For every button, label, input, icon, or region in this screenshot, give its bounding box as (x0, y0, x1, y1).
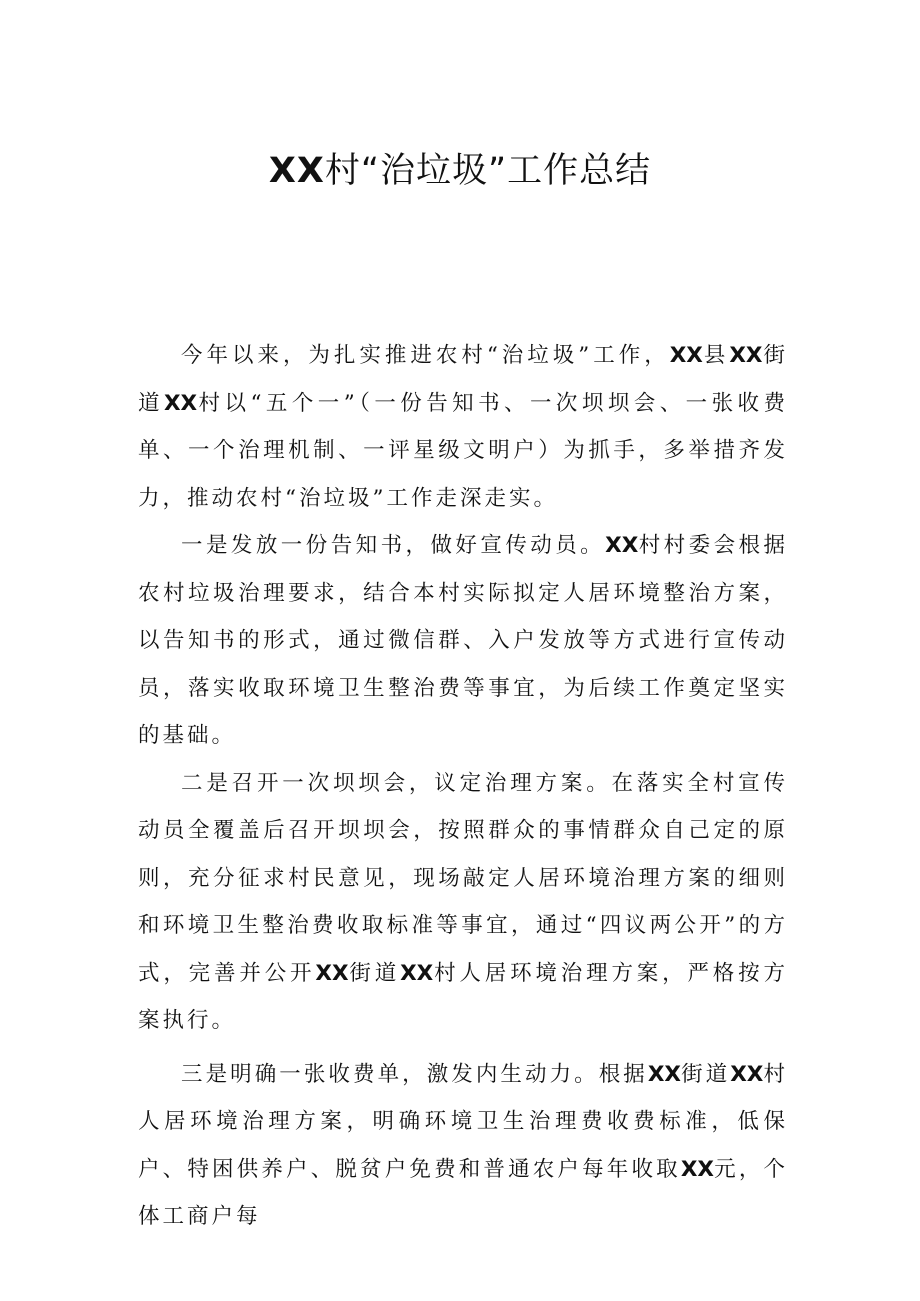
placeholder-text: XX (729, 343, 763, 368)
paragraph-text: 村以“五个一”（一份告知书、一次坝坝会、一张收费单、一个治理机制、一评星级文明户）为抓手，多举措齐发力，推动农村“治垃圾”工作走深走实。 (138, 390, 788, 511)
paragraph-intro (138, 332, 788, 522)
placeholder-text: XX (315, 960, 349, 986)
paragraph-text: 街道 (681, 1061, 731, 1087)
paragraph-text: 元，个体工商户每 (138, 1156, 788, 1229)
title-text: 村“治垃圾”工作总结 (324, 151, 652, 191)
document-title (0, 146, 920, 196)
paragraph-text: 县 (702, 343, 730, 368)
paragraph-text: 街道 (348, 960, 401, 986)
placeholder-text: XX (680, 1156, 714, 1182)
placeholder-text: XX (669, 343, 703, 368)
paragraph-text: 一是发放一份告知书，做好宣传动员。 (181, 533, 606, 558)
title-prefix: XX (268, 151, 325, 191)
paragraph-text: 村人居环境治理方案，明确环境卫生治理费收费标准，低保户、特困供养户、脱贫户免费和普通农户每年收取 (138, 1061, 788, 1182)
paragraph-text: 街道 (138, 343, 788, 416)
paragraph-text: 村村委会根据农村垃圾治理要求，结合本村实际拟定人居环境整治方案，以告知书的形式，通过微信群、入户发放等方式进行宣传动员，落实收取环境卫生整治费等事宜，为后续工作奠定坚实的基础。 (138, 533, 788, 748)
placeholder-text: XX (163, 390, 198, 416)
document-body (138, 332, 788, 1241)
placeholder-text: XX (400, 960, 434, 986)
paragraph-one (138, 522, 788, 760)
paragraph-text: 村人居环境治理方案，严格按方案执行。 (138, 960, 788, 1033)
paragraph-two (138, 760, 788, 1045)
paragraph-three (138, 1051, 788, 1241)
placeholder-text: XX (647, 1061, 682, 1087)
paragraph-text: 二是召开一次坝坝会，议定治理方案。在落实全村宣传动员全覆盖后召开坝坝会，按照群众的事情群众自己定的原则，充分征求村民意见，现场敲定人居环境治理方案的细则和环境卫生整治费收取标准等事宜，通过“四议两公开”的方式，完善并公开 (138, 770, 788, 986)
placeholder-text: XX (605, 533, 639, 558)
paragraph-text: 今年以来，为扎实推进农村“治垃圾”工作， (181, 343, 670, 368)
paragraph-text: 三是明确一张收费单，激发内生动力。根据 (181, 1061, 648, 1087)
placeholder-text: XX (730, 1061, 764, 1087)
